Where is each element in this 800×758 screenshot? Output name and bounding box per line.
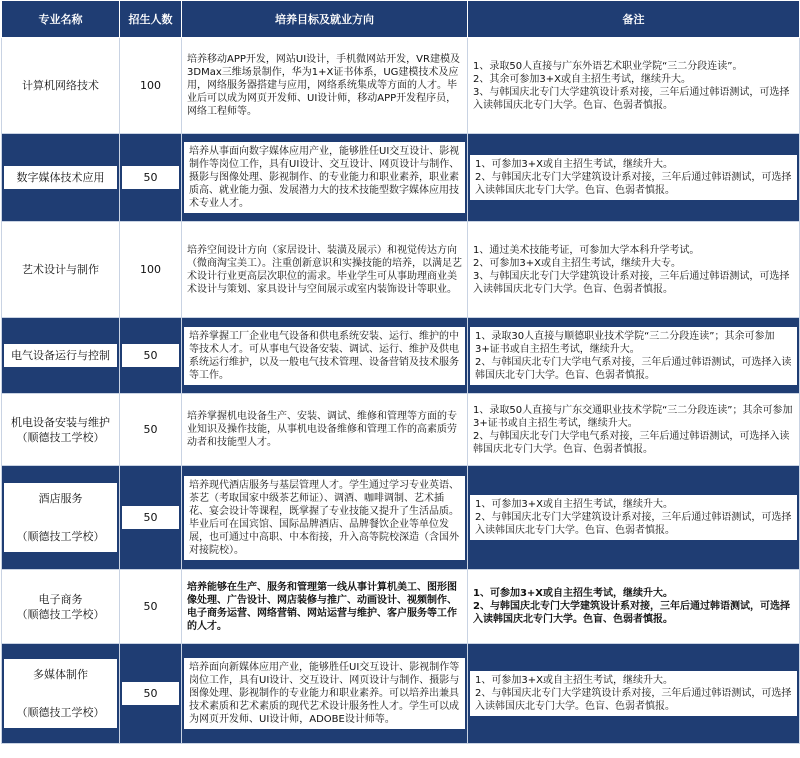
- training-goal: 培养掌握机电设备生产、安装、调试、维修和管理等方面的专业知识及操作技能，从事机电设备维修和管理工作的高素质劳动者和技能型人才。: [182, 394, 468, 466]
- training-goal: 培养掌握工厂企业电气设备和供电系统安装、运行、维护的中等技术人才。可从事电气设备安装、调试、运行、维护及供电系统运行维护，以及一般电气技术管理、设备营销及技术服务等工作。: [182, 318, 468, 394]
- enrollment-count: 50: [120, 644, 182, 744]
- enrollment-table: [1, 0, 800, 744]
- major-name: 艺术设计与制作: [2, 222, 120, 318]
- major-name: 数字媒体技术应用: [2, 134, 120, 222]
- table-row: [2, 222, 800, 318]
- remarks: 1、录取50人直接与广东外语艺术职业学院“三二分段连读”。 2、其余可参加3+X或自主招生考试，继续升大。 3、与韩国庆北专门大学建筑设计系对接，三年后通过韩语测试，可选择入读韩国庆北专门大学。色盲、色弱者慎报。: [468, 38, 800, 134]
- table-row: [2, 466, 800, 570]
- table-row: [2, 134, 800, 222]
- header-enrollment-count: 招生人数: [120, 1, 182, 38]
- enrollment-count: 50: [120, 570, 182, 644]
- major-name: 多媒体制作 （顺德技工学校）: [2, 644, 120, 744]
- enrollment-count: 50: [120, 134, 182, 222]
- remarks: 1、录取50人直接与广东交通职业技术学院“三二分段连读”；其余可参加3+证书或自主招生考试，继续升大。 2、与韩国庆北专门大学电气系对接，三年后通过韩语测试，可选择入读韩国庆北专门大学。色盲、色弱者慎报。: [468, 394, 800, 466]
- remarks: 1、录取30人直接与顺德职业技术学院“三二分段连读”；其余可参加3+证书或自主招生考试，继续升大。 2、与韩国庆北专门大学电气系对接，三年后通过韩语测试，可选择入读韩国庆北专门大学。色盲、色弱者慎报。: [468, 318, 800, 394]
- major-name: 电子商务 （顺德技工学校）: [2, 570, 120, 644]
- training-goal: 培养空间设计方向（家居设计、装潢及展示）和视觉传达方向（微商淘宝美工）。注重创新意识和实操技能的培养，以满足艺术设计行业更高层次职位的需求。毕业学生可从事助理商业美术设计与策划、家具设计与空间展示或室内装饰设计等职业。: [182, 222, 468, 318]
- remarks: 1、通过美术技能考证，可参加大学本科升学考试。 2、可参加3+X或自主招生考试，继续升大专。 3、与韩国庆北专门大学建筑设计系对接，三年后通过韩语测试，可选择入读韩国庆北专门大学。色盲、色弱者慎报。: [468, 222, 800, 318]
- training-goal: 培养能够在生产、服务和管理第一线从事计算机美工、图形图像处理、广告设计、网店装修与推广、动画设计、视频制作、电子商务运营、网络营销、网站运营与维护、客户服务等工作的人才。: [182, 570, 468, 644]
- major-name: 酒店服务 （顺德技工学校）: [2, 466, 120, 570]
- enrollment-count: 50: [120, 466, 182, 570]
- enrollment-count: 50: [120, 318, 182, 394]
- remarks: 1、可参加3+X或自主招生考试，继续升大。 2、与韩国庆北专门大学建筑设计系对接，三年后通过韩语测试，可选择入读韩国庆北专门大学。色盲、色弱者慎报。: [468, 466, 800, 570]
- table-row: [2, 318, 800, 394]
- training-goal: 培养现代酒店服务与基层管理人才。学生通过学习专业英语、茶艺（考取国家中级茶艺师证）、调酒、咖啡调制、艺术插花、宴会设计等课程，既掌握了专业技能又提升了生活品质。毕业后可在国宾馆、国际品牌酒店、品牌餐饮企业等单位发展，也可通过中高职、中本衔接，升入高等院校深造（含国外对接院校）。: [182, 466, 468, 570]
- remarks: 1、可参加3+X或自主招生考试，继续升大。 2、与韩国庆北专门大学建筑设计系对接，三年后通过韩语测试，可选择入读韩国庆北专门大学。色盲、色弱者慎报。: [468, 134, 800, 222]
- major-name: 机电设备安装与维护 （顺德技工学校）: [2, 394, 120, 466]
- remarks: 1、可参加3+X或自主招生考试，继续升大。 2、与韩国庆北专门大学建筑设计系对接，三年后通过韩语测试，可选择入读韩国庆北专门大学。色盲、色弱者慎报。: [468, 644, 800, 744]
- major-name: 电气设备运行与控制: [2, 318, 120, 394]
- training-goal: 培养移动APP开发，网站UI设计，手机微网站开发，VR建模及3DMax三维场景制作，华为1+X证书体系，UG建模技术及应用，网络服务器搭建与应用，网络系统集成等方面的人才。毕业后可以成为网页开发师、UI设计师，移动APP开发程序员，网络工程师等。: [182, 38, 468, 134]
- header-major-name: 专业名称: [2, 1, 120, 38]
- enrollment-count: 100: [120, 222, 182, 318]
- table-row: [2, 394, 800, 466]
- remarks: 1、可参加3+X或自主招生考试，继续升大。 2、与韩国庆北专门大学建筑设计系对接，三年后通过韩语测试，可选择入读韩国庆北专门大学。色盲、色弱者慎报。: [468, 570, 800, 644]
- table-row: [2, 644, 800, 744]
- header-training-goal: 培养目标及就业方向: [182, 1, 468, 38]
- training-goal: 培养从事面向数字媒体应用产业，能够胜任UI交互设计、影视制作等岗位工作，具有UI设计、交互设计、网页设计与制作、摄影与图像处理、影视制作、的专业能力和职业素养，职业素质高、就业能力强、发展潜力大的技术技能型数字媒体应用技术专业人才。: [182, 134, 468, 222]
- enrollment-count: 100: [120, 38, 182, 134]
- enrollment-count: 50: [120, 394, 182, 466]
- table-row: [2, 570, 800, 644]
- table-header-row: [2, 1, 800, 38]
- table-row: [2, 38, 800, 134]
- header-remarks: 备注: [468, 1, 800, 38]
- major-name: 计算机网络技术: [2, 38, 120, 134]
- training-goal: 培养面向新媒体应用产业，能够胜任UI交互设计、影视制作等岗位工作，具有UI设计、交互设计、网页设计与制作、摄影与图像处理、影视制作的专业能力和职业素养。可以培养出兼具技术素质和艺术素质的现代艺术设计服务性人才。学生可以成为网页开发师、UI设计师，ADOBE设计师等。: [182, 644, 468, 744]
